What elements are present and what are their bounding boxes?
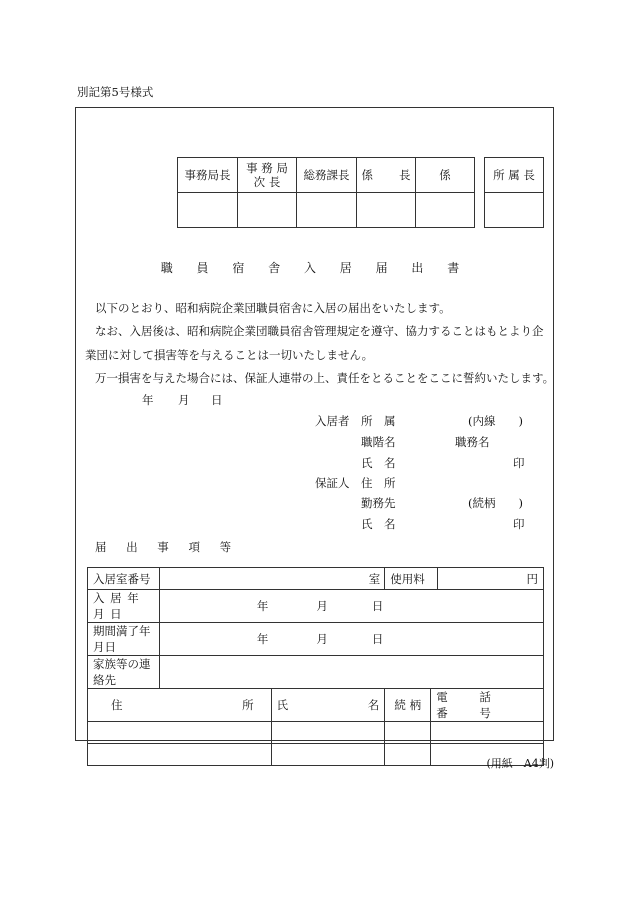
body-paragraph-1: 以下のとおり、昭和病院企業団職員宿舎に入居の届出をいたします。 [95, 301, 451, 315]
expiry-date-label: 期間満了年月日 [88, 623, 160, 656]
body-paragraph-2: なお、入居後は、昭和病院企業団職員宿舎管理規定を遵守、協力することはもとより企 [95, 324, 544, 338]
approval-stamp-table [177, 157, 475, 228]
approval-header-dept-head: 所 属 長 [485, 158, 544, 193]
guarantor-workplace-label: 勤務先 [361, 496, 396, 510]
room-number-label: 入居室番号 [88, 568, 160, 590]
guarantor-relation-label: (続柄 ) [468, 496, 523, 510]
body-paragraph-3: 万一損害を与えた場合には、保証人連帯の上、責任をとることをここに誓約いたします。 [95, 371, 555, 385]
name-cell[interactable] [271, 722, 385, 744]
resident-extension-label: (内線 ) [468, 414, 523, 428]
guarantor-label: 保証人 [315, 476, 350, 490]
date-day: 日 [211, 393, 223, 407]
col-header-name: 氏 名 [271, 689, 385, 722]
document-title: 職 員 宿 舎 入 居 届 出 書 [160, 261, 470, 275]
name-cell[interactable] [271, 744, 385, 766]
family-contact-label: 家族等の連絡先 [88, 656, 160, 689]
relation-cell[interactable] [385, 744, 431, 766]
body-paragraph-2-cont: 業団に対して損害等を与えることは一切いたしません。 [85, 348, 374, 362]
col-header-phone: 電 話 番 号 [431, 689, 544, 722]
resident-position-label: 職階名 [361, 435, 396, 449]
table-row [88, 722, 544, 744]
items-section-title: 届 出 事 項 等 [95, 540, 240, 554]
approval-stamp-cell[interactable] [485, 193, 544, 228]
phone-cell[interactable] [431, 722, 544, 744]
table-row [88, 568, 544, 590]
resident-name-label: 氏 名 [361, 456, 396, 470]
col-header-address: 住 所 [88, 689, 272, 722]
yen-unit: 円 [526, 571, 538, 586]
resident-label: 入居者 [315, 414, 350, 428]
table-row [88, 623, 544, 656]
date-month: 月 [178, 393, 190, 407]
family-contact-field[interactable] [159, 656, 543, 689]
room-number-field[interactable]: 室 [159, 568, 384, 590]
table-row [88, 744, 544, 766]
paper-size-note: (用紙 A4判) [486, 757, 554, 770]
fee-field[interactable] [385, 568, 544, 590]
guarantor-name-label: 氏 名 [361, 517, 396, 531]
table-row [88, 689, 544, 722]
table-row [88, 590, 544, 623]
fee-label: 使用料 [385, 568, 438, 589]
move-in-date-label: 入 居 年 月 日 [88, 590, 160, 623]
form-number-label: 別記第5号様式 [77, 85, 154, 99]
date-year: 年 [142, 393, 154, 407]
relation-cell[interactable] [385, 722, 431, 744]
address-cell[interactable] [88, 744, 272, 766]
department-head-stamp-table [484, 157, 544, 228]
items-table [87, 567, 544, 766]
resident-seal-mark: 印 [513, 456, 525, 470]
col-header-relation: 続 柄 [385, 689, 431, 722]
guarantor-address-label: 住 所 [361, 476, 396, 490]
resident-dept-label: 所 属 [361, 414, 396, 428]
approval-header-chief: 係 長 [357, 158, 416, 193]
approval-stamp-cell[interactable] [297, 193, 357, 228]
approval-header-staff: 係 [416, 158, 475, 193]
address-cell[interactable] [88, 722, 272, 744]
guarantor-seal-mark: 印 [513, 517, 525, 531]
approval-stamp-cell[interactable] [178, 193, 238, 228]
approval-stamp-cell[interactable] [357, 193, 416, 228]
approval-stamp-cell[interactable] [238, 193, 297, 228]
expiry-date-field[interactable]: 年 月 日 [159, 623, 543, 656]
approval-stamp-cell[interactable] [416, 193, 475, 228]
approval-header-director: 事務局長 [178, 158, 238, 193]
resident-job-label: 職務名 [455, 435, 490, 449]
approval-header-deputy: 事 務 局 次 長 [238, 158, 297, 193]
move-in-date-field[interactable]: 年 月 日 [159, 590, 543, 623]
table-row [88, 656, 544, 689]
approval-header-general-affairs: 総務課長 [297, 158, 357, 193]
